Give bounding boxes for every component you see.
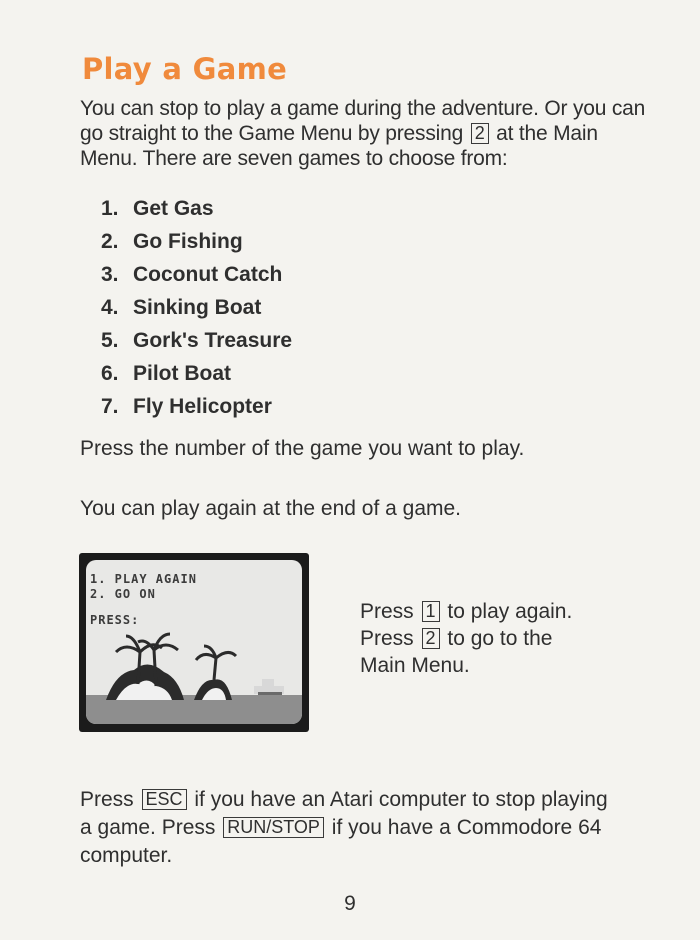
screen-display: [86, 560, 302, 724]
key-esc: ESC: [142, 789, 187, 810]
page-title: Play a Game: [82, 52, 288, 86]
list-number: 2.: [101, 230, 119, 253]
play-again-paragraph: You can play again at the end of a game.: [80, 497, 462, 520]
game-screenshot: [79, 553, 309, 732]
screen-line-go-on: 2. GO ON: [90, 587, 156, 601]
instruction-text: to play again.: [447, 600, 573, 623]
intro-text-before: You can stop to play a game during the adventure. Or you can go straight to the Game Menu by pressing: [80, 97, 646, 145]
instruction-press-label: Press: [360, 600, 414, 623]
list-item: [101, 361, 292, 394]
list-number: 5.: [101, 329, 119, 352]
game-name: Get Gas: [133, 197, 214, 220]
key-1: 1: [422, 601, 440, 622]
intro-paragraph: [80, 96, 660, 171]
stop-text-suffix: if you have a Commodore 64 computer.: [80, 816, 602, 867]
intro-text-after: at the Main Menu. There are seven games to choose from:: [80, 122, 598, 170]
game-name: Go Fishing: [133, 230, 243, 253]
game-name: Pilot Boat: [133, 362, 231, 385]
list-item: [101, 229, 292, 262]
list-number: 4.: [101, 296, 119, 319]
list-item: [101, 262, 292, 295]
game-list: [101, 196, 292, 427]
page-number: 9: [344, 892, 356, 915]
instruction-line-3: Main Menu.: [360, 654, 470, 677]
game-name: Coconut Catch: [133, 263, 283, 286]
game-name: Sinking Boat: [133, 296, 262, 319]
play-again-instructions: [360, 598, 572, 679]
list-number: 1.: [101, 197, 119, 220]
instruction-text: to go to the: [447, 627, 553, 650]
instruction-line-1: [360, 598, 572, 625]
island-scene-illustration: [86, 560, 302, 724]
list-number: 6.: [101, 362, 119, 385]
list-number: 7.: [101, 395, 119, 418]
stop-text-prefix: Press: [80, 788, 134, 811]
screen-line-play-again: 1. PLAY AGAIN: [90, 572, 197, 586]
list-number: 3.: [101, 263, 119, 286]
instruction-press-label: Press: [360, 627, 414, 650]
list-item: [101, 328, 292, 361]
stop-text-middle: if you have an Atari computer to stop playing a game. Press: [80, 788, 608, 839]
key-2: 2: [422, 628, 440, 649]
game-name: Fly Helicopter: [133, 395, 272, 418]
key-2: 2: [471, 123, 489, 144]
list-item: [101, 295, 292, 328]
screen-line-press: PRESS:: [90, 613, 140, 627]
list-item: [101, 196, 292, 229]
press-number-paragraph: Press the number of the game you want to play.: [80, 437, 525, 460]
instruction-line-2: [360, 625, 572, 652]
stop-game-paragraph: [80, 786, 620, 870]
list-item: [101, 394, 292, 427]
key-run-stop: RUN/STOP: [223, 817, 324, 838]
game-name: Gork's Treasure: [133, 329, 293, 352]
